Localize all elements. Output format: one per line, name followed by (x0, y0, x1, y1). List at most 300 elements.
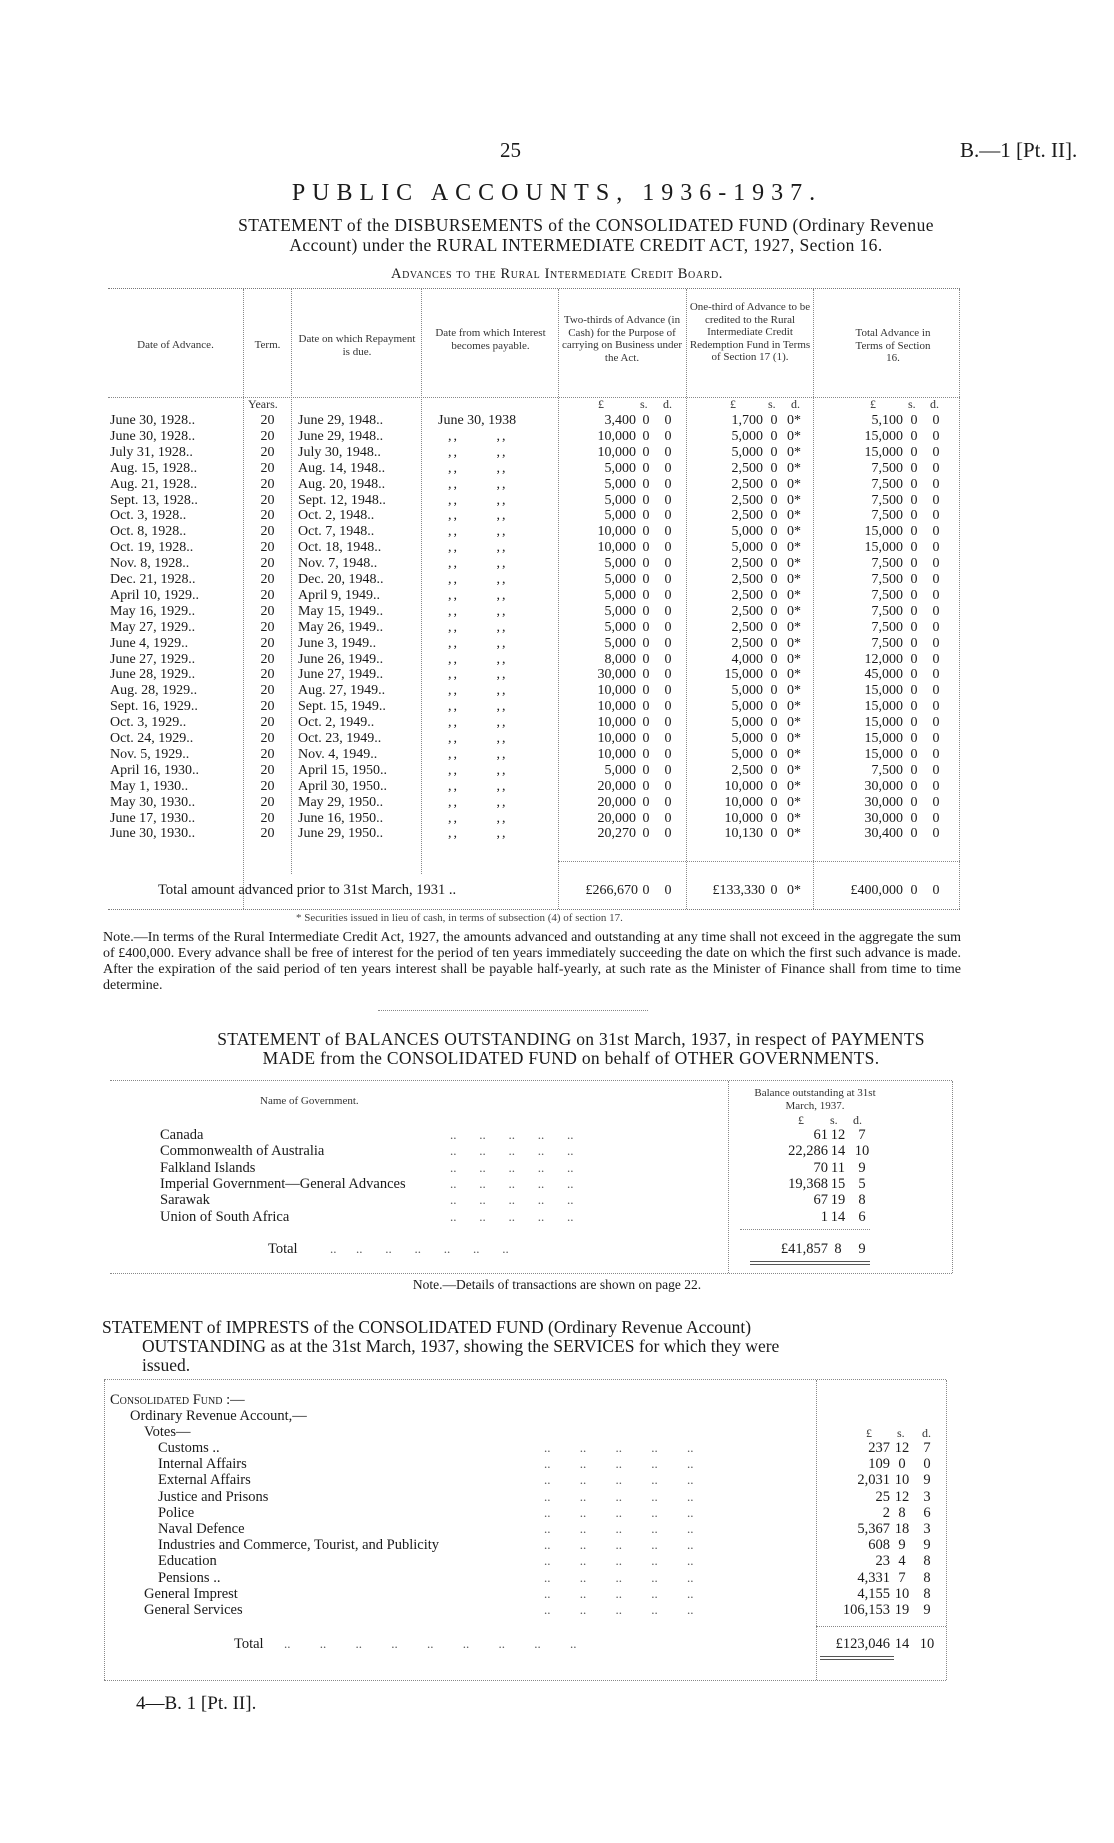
table-row (108, 524, 960, 540)
one-third-shillings: 0 (770, 603, 778, 619)
document-reference: B.—1 [Pt. II]. (960, 138, 1078, 162)
two-thirds-pence: 0 (664, 619, 672, 635)
one-third-pounds: 2,500 (731, 619, 763, 635)
two-thirds-pounds: 5,000 (604, 572, 636, 587)
advance-term: 20 (260, 603, 275, 619)
one-third-pence: 0* (787, 762, 801, 778)
advances-footnote: * Securities issued in lieu of cash, in terms of subsection (4) of section 17. (296, 912, 623, 924)
table-row (104, 1489, 946, 1505)
repayment-date: April 9, 1949.. (298, 587, 381, 603)
imprest-pounds: 608 (868, 1537, 890, 1554)
total-advance-pence: 0 (932, 635, 940, 651)
one-third-pence: 0* (787, 444, 801, 460)
repayment-date: Sept. 15, 1949.. (298, 699, 386, 715)
advance-date: May 1, 1930.. (110, 778, 189, 794)
two-thirds-shillings: 0 (642, 762, 650, 778)
two-thirds-pounds: 30,000 (597, 667, 636, 683)
two-thirds-shillings: 0 (642, 826, 650, 842)
total-advance-pence: 0 (932, 603, 940, 619)
service-name: General Services (144, 1602, 243, 1618)
total-advance-pence: 0 (932, 810, 940, 826)
advance-term: 20 (260, 731, 275, 746)
leader-dots: .. .. .. .. .. (544, 1472, 694, 1488)
service-name: Customs .. (158, 1440, 220, 1456)
total-advance-shillings: 0 (910, 635, 918, 651)
repayment-date: Nov. 7, 1948.. (298, 556, 378, 572)
statement-line-1: STATEMENT of the DISBURSEMENTS of the CONSOLIDATED FUND (Ordinary Revenue (238, 215, 934, 235)
table-row (104, 1440, 946, 1456)
one-third-pounds: 5,000 (731, 746, 763, 762)
government-name: Commonwealth of Australia (160, 1143, 325, 1160)
table-row (108, 811, 960, 827)
two-thirds-pence: 0 (664, 746, 672, 762)
two-thirds-shillings: 0 (642, 731, 650, 746)
two-thirds-pounds: 5,000 (604, 619, 636, 635)
one-third-shillings: 0 (770, 667, 778, 683)
advance-term: 20 (260, 556, 275, 572)
advance-term: 20 (260, 572, 275, 587)
one-third-pence: 0* (787, 508, 801, 524)
one-third-pounds: 5,000 (731, 524, 763, 540)
one-third-shillings: 0 (770, 556, 778, 572)
total-advance-pounds: 30,000 (864, 810, 903, 826)
interest-ditto: ,, ,, (448, 556, 508, 572)
table-row (108, 636, 960, 652)
unit-pound: £ (730, 397, 736, 411)
advance-date: July 31, 1928.. (110, 444, 193, 460)
advance-term: 20 (260, 413, 275, 428)
interest-ditto: ,, ,, (448, 508, 508, 524)
two-thirds-shillings: 0 (642, 778, 650, 794)
table-row (108, 715, 960, 731)
advance-date: June 30, 1930.. (110, 826, 196, 842)
one-third-shillings: 0 (770, 794, 778, 810)
total-advance-pounds: 12,000 (864, 651, 903, 667)
total-advance-shillings: 0 (910, 540, 918, 556)
total-advance-pence: 0 (932, 556, 940, 572)
one-third-pounds: 2,500 (731, 603, 763, 619)
imprest-shillings: 7 (898, 1569, 906, 1586)
note-transactions: Note.—Details of transactions are shown on page 22. (412, 1277, 702, 1292)
unit-pound: £ (798, 1113, 804, 1127)
two-thirds-pence: 0 (664, 794, 672, 810)
page-footer: 4—B. 1 [Pt. II]. (136, 1693, 257, 1714)
imprest-shillings: 19 (894, 1602, 910, 1618)
balance-pounds: 70 (813, 1159, 828, 1176)
two-thirds-pence: 0 (664, 683, 672, 699)
one-third-shillings: 0 (770, 572, 778, 587)
two-thirds-shillings: 0 (642, 460, 650, 476)
unit-pound: £ (866, 1426, 872, 1440)
advance-term: 20 (260, 715, 275, 731)
total-advance-pence: 0 (932, 651, 940, 667)
unit-shillings: s. (830, 1113, 838, 1127)
one-third-pence: 0* (787, 524, 801, 540)
two-thirds-shillings: 0 (642, 715, 650, 731)
total-advance-pounds: 15,000 (864, 746, 903, 762)
two-thirds-pounds: 5,000 (604, 635, 636, 651)
total-advance-pence: 0 (932, 619, 940, 635)
one-third-pence: 0* (787, 810, 801, 826)
table-row (108, 747, 960, 763)
double-rule (750, 1261, 870, 1265)
table-row (110, 1143, 952, 1159)
two-thirds-pounds: 20,000 (597, 794, 636, 810)
total-advance-pence: 0 (932, 762, 940, 778)
imprest-pounds: 4,331 (857, 1569, 890, 1586)
total-advance-pounds: 30,000 (864, 778, 903, 794)
two-thirds-shillings: 0 (642, 603, 650, 619)
leader-dots: .. .. .. .. .. (544, 1602, 694, 1617)
total-advance-shillings: 0 (910, 683, 918, 699)
total-advance-pence: 0 (932, 683, 940, 699)
total-advance-shillings: 0 (910, 762, 918, 778)
col-header-balance: Balance outstanding at 31st March, 1937. (754, 1087, 876, 1112)
one-third-shillings: 0 (770, 683, 778, 699)
total-advance-shillings: 0 (910, 746, 918, 762)
imprest-pounds: 5,367 (857, 1521, 890, 1537)
one-third-shillings: 0 (770, 524, 778, 540)
advance-term: 20 (260, 492, 275, 508)
repayment-date: Sept. 12, 1948.. (298, 492, 386, 508)
total-advance-pounds: 15,000 (864, 540, 903, 556)
two-thirds-pence: 0 (664, 444, 672, 460)
total-advance-pounds: 15,000 (864, 715, 903, 731)
balances-total-pence: 9 (858, 1241, 866, 1257)
advance-date: April 16, 1930.. (110, 762, 200, 778)
table-row (108, 493, 960, 509)
advance-term: 20 (260, 683, 275, 699)
advance-term: 20 (260, 635, 275, 651)
advance-term: 20 (260, 428, 275, 444)
total-advance-pounds: 15,000 (864, 444, 903, 460)
total-advance-pounds: 15,000 (864, 428, 903, 444)
one-third-pounds: 5,000 (731, 731, 763, 746)
table-row (108, 572, 960, 588)
imprests-table (104, 1379, 946, 1681)
advance-term: 20 (260, 587, 275, 603)
one-third-shillings: 0 (770, 635, 778, 651)
imprest-pounds: 2,031 (857, 1472, 890, 1489)
repayment-date: May 15, 1949.. (298, 603, 384, 619)
two-thirds-shillings: 0 (642, 587, 650, 603)
total-one-third-pounds: £133,330 (712, 883, 765, 898)
repayment-date: Oct. 18, 1948.. (298, 540, 382, 556)
government-name: Canada (160, 1127, 204, 1143)
table-row (108, 620, 960, 636)
interest-ditto: ,, ,, (448, 476, 508, 492)
interest-ditto: ,, ,, (448, 731, 508, 746)
two-thirds-pence: 0 (664, 492, 672, 508)
two-thirds-pounds: 5,000 (604, 460, 636, 476)
one-third-pounds: 2,500 (731, 762, 763, 778)
advance-term: 20 (260, 794, 275, 810)
one-third-shillings: 0 (770, 826, 778, 842)
one-third-shillings: 0 (770, 444, 778, 460)
imprests-total-pounds: £123,046 (835, 1636, 890, 1652)
one-third-pounds: 5,000 (731, 715, 763, 731)
total-advance-pence: 0 (932, 572, 940, 587)
total-advance-pence: 0 (932, 508, 940, 524)
table-row (108, 652, 960, 668)
interest-ditto: ,, ,, (448, 619, 508, 635)
advance-term: 20 (260, 476, 275, 492)
imprest-pounds: 106,153 (842, 1602, 890, 1618)
table-row (108, 508, 960, 524)
page-number: 25 (500, 138, 521, 162)
interest-ditto: ,, ,, (448, 460, 508, 476)
one-third-shillings: 0 (770, 746, 778, 762)
table-row (104, 1456, 946, 1472)
repayment-date: Aug. 27, 1949.. (298, 683, 386, 699)
one-third-pence: 0* (787, 794, 801, 810)
advance-date: Oct. 3, 1929.. (110, 715, 187, 731)
repayment-date: July 30, 1948.. (298, 444, 381, 460)
imprests-total-pence: 10 (919, 1636, 935, 1652)
two-thirds-pounds: 5,000 (604, 556, 636, 572)
imprest-pence: 0 (923, 1456, 931, 1473)
statement-line-3: issued. (142, 1355, 191, 1375)
one-third-pence: 0* (787, 635, 801, 651)
two-thirds-shillings: 0 (642, 746, 650, 762)
service-name: Industries and Commerce, Tourist, and Publicity (158, 1537, 440, 1554)
one-third-pounds: 2,500 (731, 508, 763, 524)
one-third-pounds: 2,500 (731, 492, 763, 508)
repayment-date: Nov. 4, 1949.. (298, 746, 378, 762)
imprest-pence: 8 (923, 1585, 931, 1602)
repayment-date: Oct. 7, 1948.. (298, 524, 375, 540)
one-third-shillings: 0 (770, 460, 778, 476)
interest-ditto: ,, ,, (448, 492, 508, 508)
unit-pence: d. (663, 397, 672, 411)
total-advance-shillings: 0 (910, 587, 918, 603)
two-thirds-pounds: 10,000 (597, 524, 636, 540)
total-advance-pence: 0 (932, 778, 940, 794)
leader-dots: .. .. .. .. .. (544, 1440, 694, 1455)
one-third-pence: 0* (787, 492, 801, 508)
table-row (108, 763, 960, 779)
one-third-pence: 0* (787, 778, 801, 794)
imprest-pence: 9 (923, 1602, 931, 1618)
advance-date: Oct. 19, 1928.. (110, 540, 194, 556)
balance-shillings: 14 (830, 1143, 846, 1160)
one-third-shillings: 0 (770, 715, 778, 731)
advance-term: 20 (260, 508, 275, 524)
statement-disbursements-heading (106, 215, 1066, 255)
total-advance-pounds: 7,500 (871, 572, 903, 587)
unit-pound: £ (870, 397, 876, 411)
service-name: Justice and Prisons (158, 1488, 269, 1505)
two-thirds-pounds: 10,000 (597, 699, 636, 715)
leader-dots: .. .. .. .. .. (544, 1504, 694, 1520)
total-advance-pence: 0 (932, 883, 940, 898)
leader-dots: .. .. .. .. .. (450, 1143, 574, 1159)
statement-line-2: MADE from the CONSOLIDATED FUND on behalf of OTHER GOVERNMENTS. (262, 1048, 880, 1068)
balance-shillings: 14 (830, 1208, 846, 1225)
table-row (104, 1570, 946, 1586)
statement-line-2: Account) under the RURAL INTERMEDIATE CREDIT ACT, 1927, Section 16. (289, 235, 883, 255)
table-row (108, 731, 960, 747)
one-third-pence: 0* (787, 556, 801, 572)
advance-date: Sept. 16, 1929.. (110, 699, 198, 715)
two-thirds-shillings: 0 (642, 667, 650, 683)
advance-date: Nov. 8, 1928.. (110, 556, 190, 572)
total-advance-pounds: £400,000 (850, 883, 903, 898)
unit-years: Years. (248, 397, 278, 411)
repayment-date: Aug. 20, 1948.. (298, 476, 386, 492)
two-thirds-shillings: 0 (642, 651, 650, 667)
one-third-shillings: 0 (770, 810, 778, 826)
two-thirds-shillings: 0 (642, 508, 650, 524)
one-third-pounds: 2,500 (731, 572, 763, 587)
table-row (108, 779, 960, 795)
leader-dots: .. .. .. .. .. (450, 1127, 574, 1142)
table-row (108, 540, 960, 556)
two-thirds-pence: 0 (664, 715, 672, 731)
imprest-shillings: 10 (894, 1585, 910, 1602)
advance-date: June 17, 1930.. (110, 810, 196, 826)
two-thirds-shillings: 0 (642, 556, 650, 572)
total-advance-pounds: 7,500 (871, 476, 903, 492)
two-thirds-pounds: 5,000 (604, 603, 636, 619)
two-thirds-pence: 0 (664, 810, 672, 826)
advance-date: April 10, 1929.. (110, 587, 200, 603)
one-third-pence: 0* (787, 746, 801, 762)
col-header-repayment: Date on which Repayment is due. (298, 333, 416, 358)
total-advance-pence: 0 (932, 476, 940, 492)
balance-pence: 10 (854, 1143, 870, 1160)
table-row (108, 795, 960, 811)
repayment-date: Dec. 20, 1948.. (298, 572, 384, 587)
total-advance-pounds: 7,500 (871, 460, 903, 476)
imprest-pounds: 25 (875, 1488, 890, 1505)
total-advance-pence: 0 (932, 413, 940, 428)
statement-imprests-heading (102, 1318, 982, 1375)
advances-subheading: Advances to the Rural Intermediate Credit Board. (391, 266, 723, 282)
total-rule (816, 1626, 946, 1627)
repayment-date: June 27, 1949.. (298, 667, 384, 683)
one-third-shillings: 0 (770, 540, 778, 556)
interest-ditto: ,, ,, (448, 540, 508, 556)
interest-ditto: ,, ,, (448, 428, 508, 444)
total-advance-shillings: 0 (910, 413, 918, 428)
advance-date: Aug. 15, 1928.. (110, 460, 198, 476)
advance-term: 20 (260, 460, 275, 476)
col-header-two-thirds: Two-thirds of Advance (in Cash) for the Purpose of carrying on Business under the Act. (561, 314, 683, 364)
imprest-pounds: 2 (882, 1504, 890, 1521)
one-third-pence: 0* (787, 587, 801, 603)
total-advance-shillings: 0 (910, 651, 918, 667)
total-rule (558, 861, 960, 862)
table-row (104, 1472, 946, 1488)
one-third-shillings: 0 (770, 762, 778, 778)
imprest-pence: 8 (923, 1569, 931, 1586)
table-row (110, 1160, 952, 1176)
one-third-pounds: 5,000 (731, 699, 763, 715)
total-advance-shillings: 0 (910, 524, 918, 540)
total-advance-shillings: 0 (910, 619, 918, 635)
two-thirds-shillings: 0 (642, 619, 650, 635)
one-third-pounds: 5,000 (731, 444, 763, 460)
advance-date: June 28, 1929.. (110, 667, 196, 683)
advance-term: 20 (260, 540, 275, 556)
two-thirds-pounds: 20,000 (597, 778, 636, 794)
imprest-pounds: 23 (875, 1553, 890, 1570)
balance-pounds: 61 (813, 1127, 828, 1143)
one-third-pounds: 1,700 (731, 413, 763, 428)
total-advance-pounds: 5,100 (871, 413, 903, 428)
table-row (110, 1209, 952, 1225)
one-third-pounds: 15,000 (724, 667, 763, 683)
balance-pence: 9 (858, 1159, 866, 1176)
balance-pounds: 1 (820, 1208, 828, 1225)
repayment-date: June 29, 1948.. (298, 428, 384, 444)
total-advance-shillings: 0 (910, 444, 918, 460)
two-thirds-pence: 0 (664, 556, 672, 572)
balance-pounds: 67 (813, 1192, 828, 1209)
statement-line-1: STATEMENT of IMPRESTS of the CONSOLIDATED FUND (Ordinary Revenue Account) (102, 1317, 752, 1337)
interest-ditto: ,, ,, (448, 524, 508, 540)
two-thirds-pounds: 20,270 (597, 826, 636, 842)
two-thirds-pounds: 10,000 (597, 540, 636, 556)
unit-shillings: s. (908, 397, 916, 411)
one-third-pounds: 5,000 (731, 683, 763, 699)
advance-term: 20 (260, 826, 275, 842)
advance-term: 20 (260, 778, 275, 794)
two-thirds-pence: 0 (664, 508, 672, 524)
col-header-total: Total Advance in Terms of Section 16. (855, 327, 931, 364)
table-row (108, 699, 960, 715)
balance-shillings: 12 (830, 1127, 846, 1143)
unit-pence: d. (853, 1113, 862, 1127)
two-thirds-shillings: 0 (642, 635, 650, 651)
advances-total-label: Total amount advanced prior to 31st March, 1931 .. (158, 882, 457, 898)
total-advance-pounds: 7,500 (871, 556, 903, 572)
total-advance-pounds: 7,500 (871, 508, 903, 524)
table-row (108, 477, 960, 493)
service-name: General Imprest (144, 1585, 238, 1602)
advance-date: June 30, 1928.. (110, 413, 196, 428)
advance-date: Sept. 13, 1928.. (110, 492, 198, 508)
table-row (108, 683, 960, 699)
repayment-date: June 29, 1948.. (298, 413, 384, 428)
two-thirds-pounds: 10,000 (597, 715, 636, 731)
advance-term: 20 (260, 699, 275, 715)
one-third-pence: 0* (787, 826, 801, 842)
balance-shillings: 19 (830, 1192, 846, 1209)
balance-shillings: 11 (831, 1159, 845, 1176)
interest-ditto: ,, ,, (448, 651, 508, 667)
two-thirds-pounds: 10,000 (597, 746, 636, 762)
imprest-pounds: 237 (868, 1440, 890, 1456)
total-advance-pence: 0 (932, 444, 940, 460)
advance-date: June 30, 1928.. (110, 428, 196, 444)
one-third-pence: 0* (787, 540, 801, 556)
imprest-shillings: 18 (894, 1521, 910, 1537)
two-thirds-pounds: 8,000 (604, 651, 636, 667)
note-rural-credit: Note.—In terms of the Rural Intermediate Credit Act, 1927, the amounts advanced and outstanding at any time shall not exceed in the aggregate the sum of £400,000. Every advance shall be free of interest for the period of ten years immediately succeeding the date on which the first such advance is made. After the expiration of the said period of ten years interest shall be payable half-yearly, at such rate as the Minister of Finance shall from time to time determine. (103, 930, 961, 993)
double-rule (820, 1656, 894, 1660)
balance-shillings: 15 (830, 1175, 846, 1192)
two-thirds-pounds: 10,000 (597, 731, 636, 746)
one-third-pence: 0* (787, 731, 801, 746)
one-third-pence: 0* (787, 699, 801, 715)
two-thirds-pence: 0 (664, 731, 672, 746)
imprest-pence: 3 (923, 1521, 931, 1537)
one-third-pounds: 2,500 (731, 556, 763, 572)
one-third-pounds: 4,000 (731, 651, 763, 667)
two-thirds-pence: 0 (664, 587, 672, 603)
